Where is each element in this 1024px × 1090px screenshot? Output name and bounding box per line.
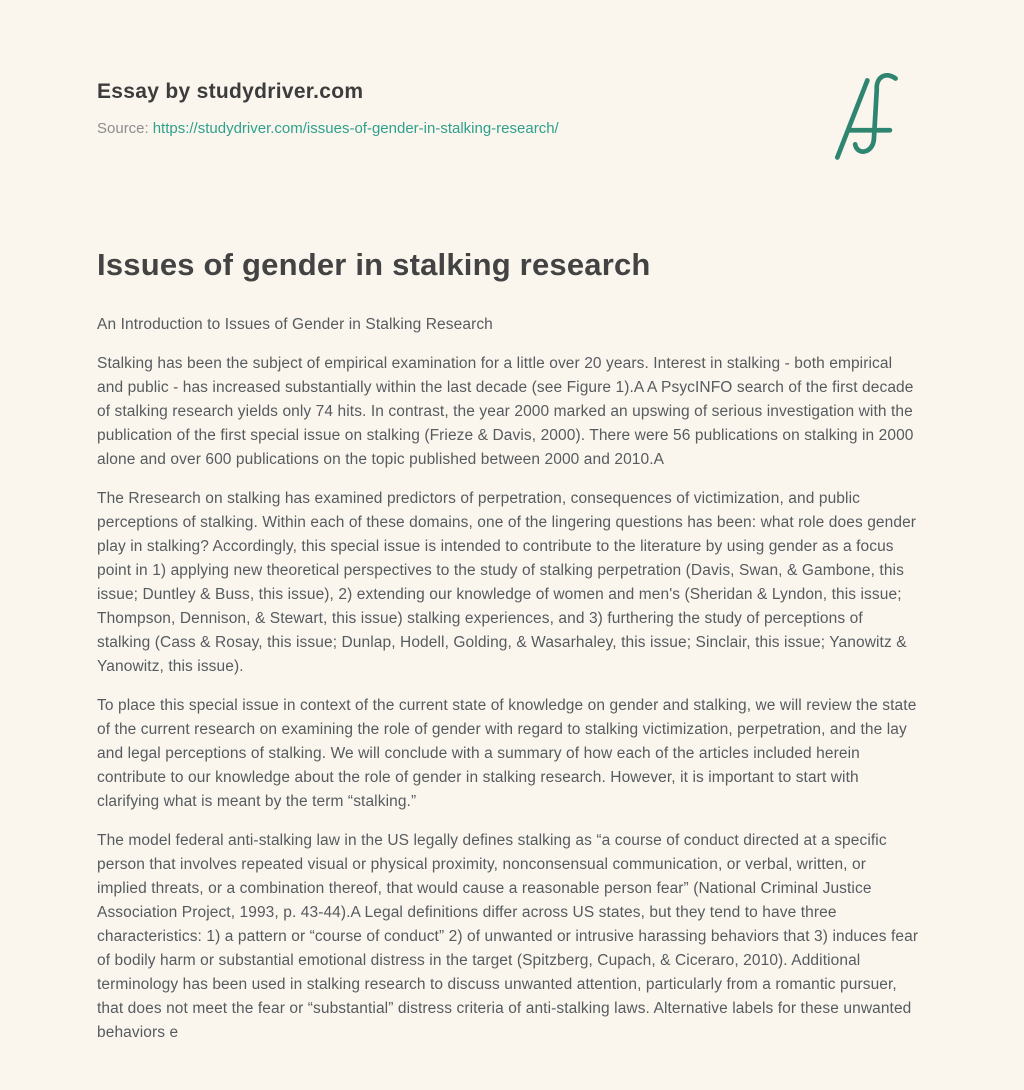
essay-body <box>97 313 920 1045</box>
paragraph: The model federal anti-stalking law in the US legally defines stalking as “a course of conduct directed at a specific person that involves repeated visual or physical proximity, nonconsensual communication, or verbal, written, or implied threats, or a combination thereof, that would cause a reasonable person fear” (National Criminal Justice Association Project, 1993, p. 43-44).A Legal definitions differ across US states, but they tend to have three characteristics: 1) a pattern or “course of conduct” 2) of unwanted or intrusive harassing behaviors that 3) induces fear of bodily harm or substantial emotional distress in the target (Spitzberg, Cupach, & Ciceraro, 2010). Additional terminology has been used in stalking research to discuss unwanted attention, particularly from a romantic pursuer, that does not meet the fear or “substantial” distress criteria of anti-stalking laws. Alternative labels for these unwanted behaviors e <box>97 832 919 1041</box>
intro-line: An Introduction to Issues of Gender in Stalking Research <box>97 316 493 333</box>
page-title: Issues of gender in stalking research <box>97 247 651 282</box>
paragraph: To place this special issue in context of the current state of knowledge on gender and stalking, we will review the state of the current research on examining the role of gender with regard to stalking victimization, perpetration, and the lay and legal perceptions of stalking. We will conclude with a summary of how each of the articles included herein contribute to our knowledge about the role of gender in stalking research. However, it is important to start with clarifying what is meant by the term “stalking.” <box>97 697 917 810</box>
paragraph: Stalking has been the subject of empirical examination for a little over 20 years. Interest in stalking - both empirical and public - has increased substantially within the last decade (see Figure 1).A A PsycINFO search of the first decade of stalking research yields only 74 hits. In contrast, the year 2000 marked an upswing of serious investigation with the publication of the first special issue on stalking (Frieze & Davis, 2000). There were 56 publications on stalking in 2000 alone and over 600 publications on the topic published between 2000 and 2010.A <box>97 355 914 468</box>
source-url-link[interactable]: https://studydriver.com/issues-of-gender-in-stalking-research/ <box>152 120 559 137</box>
essay-byline: Essay by studydriver.com <box>97 80 364 103</box>
source-row <box>97 120 920 137</box>
source-label: Source: <box>97 120 149 137</box>
studydriver-logo-icon <box>826 70 920 166</box>
paragraph: The Rresearch on stalking has examined predictors of perpetration, consequences of victimization, and public perceptions of stalking. Within each of these domains, one of the lingering questions has been: what role does gender play in stalking? Accordingly, this special issue is intended to contribute to the literature by using gender as a focus point in 1) applying new theoretical perspectives to the study of stalking perpetration (Davis, Swan, & Gambone, this issue; Duntley & Buss, this issue), 2) extending our knowledge of women and men's (Sheridan & Lyndon, this issue; Thompson, Dennison, & Stewart, this issue) stalking experiences, and 3) furthering the study of perceptions of stalking (Cass & Rosay, this issue; Dunlap, Hodell, Golding, & Wasarhaley, this issue; Sinclair, this issue; Yanowitz & Yanowitz, this issue). <box>97 490 917 675</box>
